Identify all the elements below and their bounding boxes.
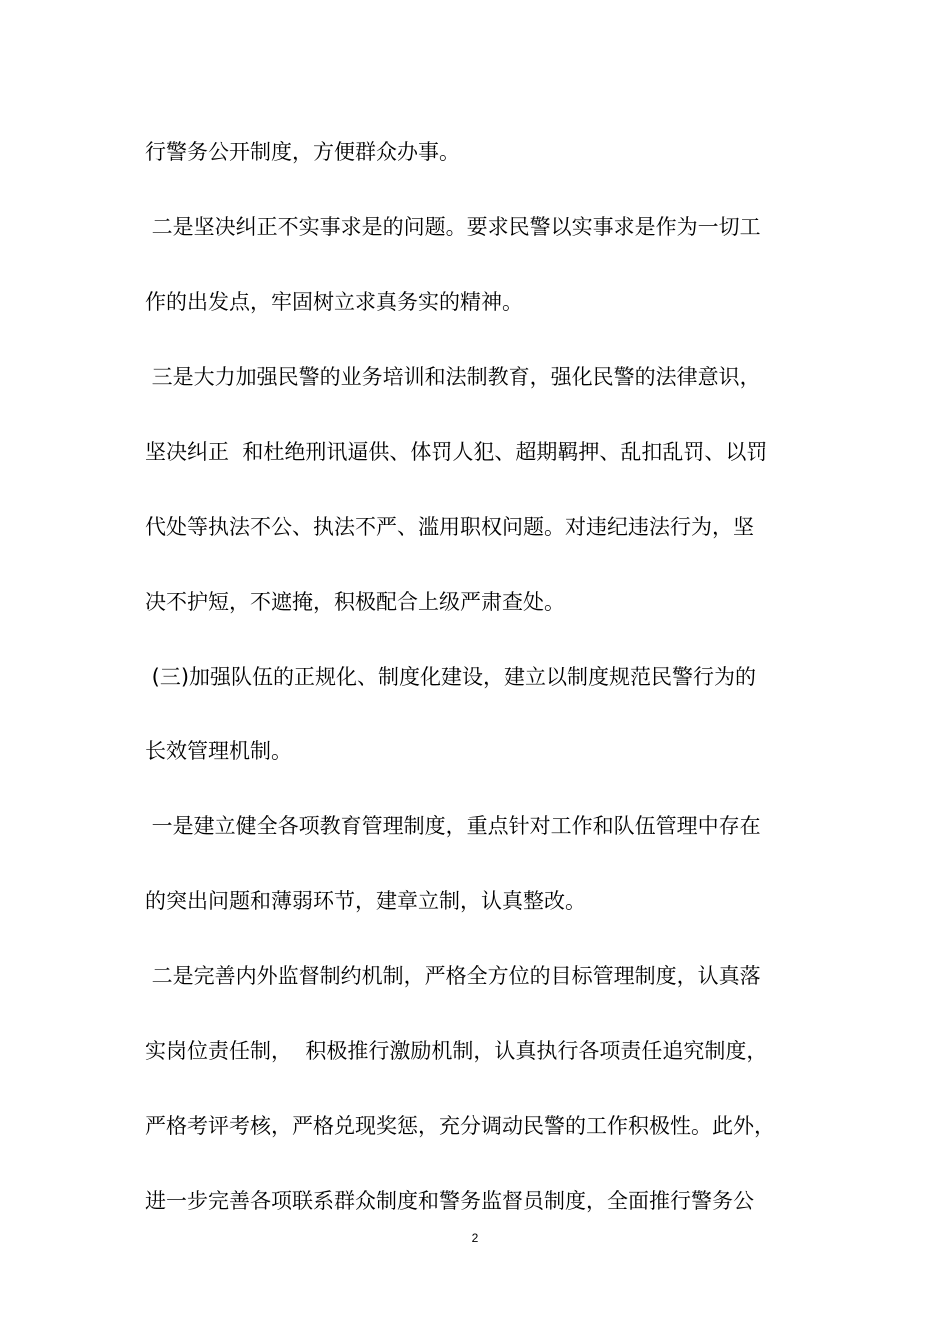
body-text-line: 作的出发点，牢固树立求真务实的精神。 xyxy=(145,290,523,314)
section-heading-line: (三)加强队伍的正规化、制度化建设，建立以制度规范民警行为的 xyxy=(145,665,757,689)
body-text-line: 二是坚决纠正不实事求是的问题。要求民警以实事求是作为一切工 xyxy=(145,215,761,239)
body-text-line: 进一步完善各项联系群众制度和警务监督员制度，全面推行警务公 xyxy=(145,1189,754,1213)
body-text-line: 严格考评考核，严格兑现奖惩，充分调动民警的工作积极性。此外， xyxy=(145,1114,775,1138)
body-text-line: 三是大力加强民警的业务培训和法制教育，强化民警的法律意识， xyxy=(145,365,761,389)
body-text-line: 的突出问题和薄弱环节，建章立制，认真整改。 xyxy=(145,889,586,913)
body-text-line: 实岗位责任制， 积极推行激励机制，认真执行各项责任追究制度， xyxy=(145,1039,768,1063)
body-text-line: 决不护短，不遮掩，积极配合上级严肃查处。 xyxy=(145,590,565,614)
body-text-line: 代处等执法不公、执法不严、滥用职权问题。对违纪违法行为，坚 xyxy=(145,515,754,539)
page-number: 2 xyxy=(471,1231,479,1245)
body-text-line: 行警务公开制度，方便群众办事。 xyxy=(145,140,460,164)
body-text-line: 二是完善内外监督制约机制，严格全方位的目标管理制度，认真落 xyxy=(145,964,761,988)
body-text-line: 一是建立健全各项教育管理制度，重点针对工作和队伍管理中存在 xyxy=(145,814,761,838)
body-text-line: 坚决纠正 和杜绝刑讯逼供、体罚人犯、超期羁押、乱扣乱罚、以罚 xyxy=(145,440,768,464)
section-heading-line: 长效管理机制。 xyxy=(145,739,292,763)
